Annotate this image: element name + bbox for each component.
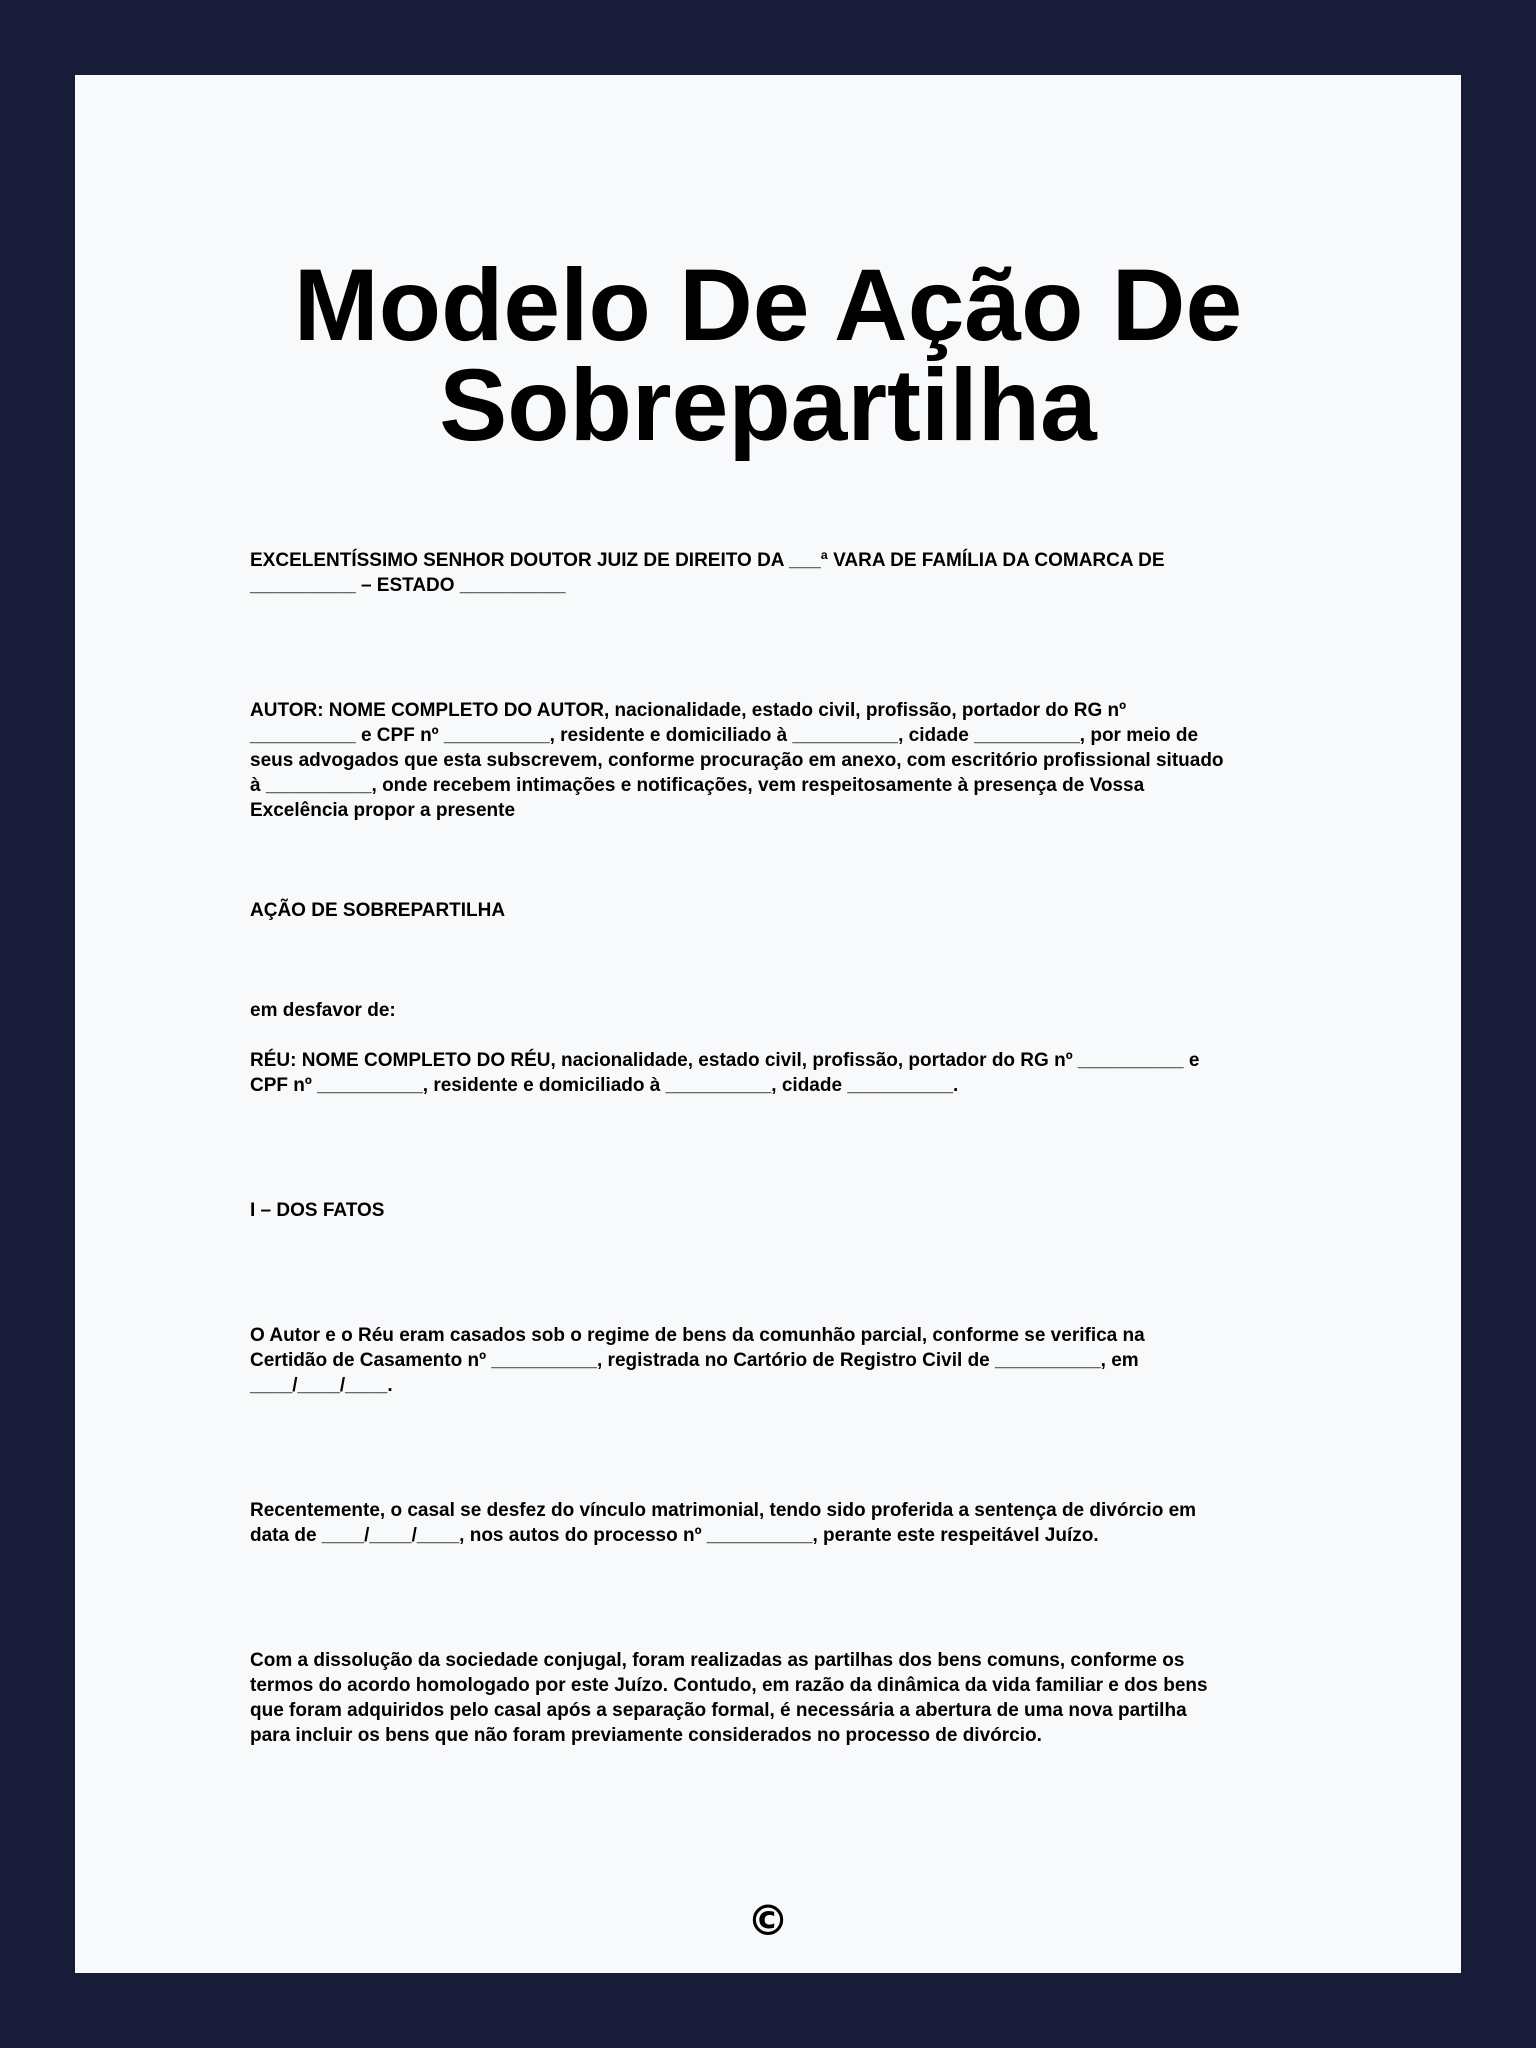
defendant-paragraph: RÉU: NOME COMPLETO DO RÉU, nacionalidade, estado civil, profissão, portador do RG nº __________ e CPF nº __________, residente e domiciliado à __________, cidade __________. <box>250 1050 1200 1096</box>
facts-paragraph-divorce: Recentemente, o casal se desfez do vínculo matrimonial, tendo sido proferida a sentença de divórcio em data de ____/____/____, nos autos do processo nº __________, perante este respeitável Juízo. <box>250 1500 1197 1546</box>
document-title-line-1: Modelo De Ação De <box>293 248 1243 362</box>
facts-paragraph-partition: Com a dissolução da sociedade conjugal, foram realizadas as partilhas dos bens comuns, conforme os termos do acordo homologado por este Juízo. Contudo, em razão da dinâmica da vida familiar e dos bens que foram adquiridos pelo casal após a separação formal, é necessária a abertura de uma nova partilha para incluir os bens que não foram previamente considerados no processo de divórcio. <box>250 1650 1208 1746</box>
document-title <box>75 248 1461 462</box>
copyright-icon: © <box>747 1896 789 1945</box>
action-heading: AÇÃO DE SOBREPARTILHA <box>250 900 506 921</box>
against-paragraph: em desfavor de: <box>250 1000 396 1021</box>
facts-paragraph-marriage: O Autor e o Réu eram casados sob o regime de bens da comunhão parcial, conforme se verifica na Certidão de Casamento nº __________, registrada no Cartório de Registro Civil de __________, em ____/____/____. <box>250 1325 1145 1396</box>
plaintiff-paragraph: AUTOR: NOME COMPLETO DO AUTOR, nacionalidade, estado civil, profissão, portador do RG nº __________ e CPF nº __________, residente e domiciliado à __________, cidade __________, por meio de seus advogados que esta subscrevem, conforme procuração em anexo, com escritório profissional situado à __________, onde recebem intimações e notificações, vem respeitosamente à presença de Vossa Excelência propor a presente <box>250 700 1224 821</box>
document-title-line-2: Sobrepartilha <box>439 348 1097 462</box>
section-heading-facts: I – DOS FATOS <box>250 1200 385 1221</box>
document-page <box>75 75 1461 1973</box>
addressee-paragraph: EXCELENTÍSSIMO SENHOR DOUTOR JUIZ DE DIREITO DA ___ª VARA DE FAMÍLIA DA COMARCA DE __________ – ESTADO __________ <box>250 550 1165 596</box>
